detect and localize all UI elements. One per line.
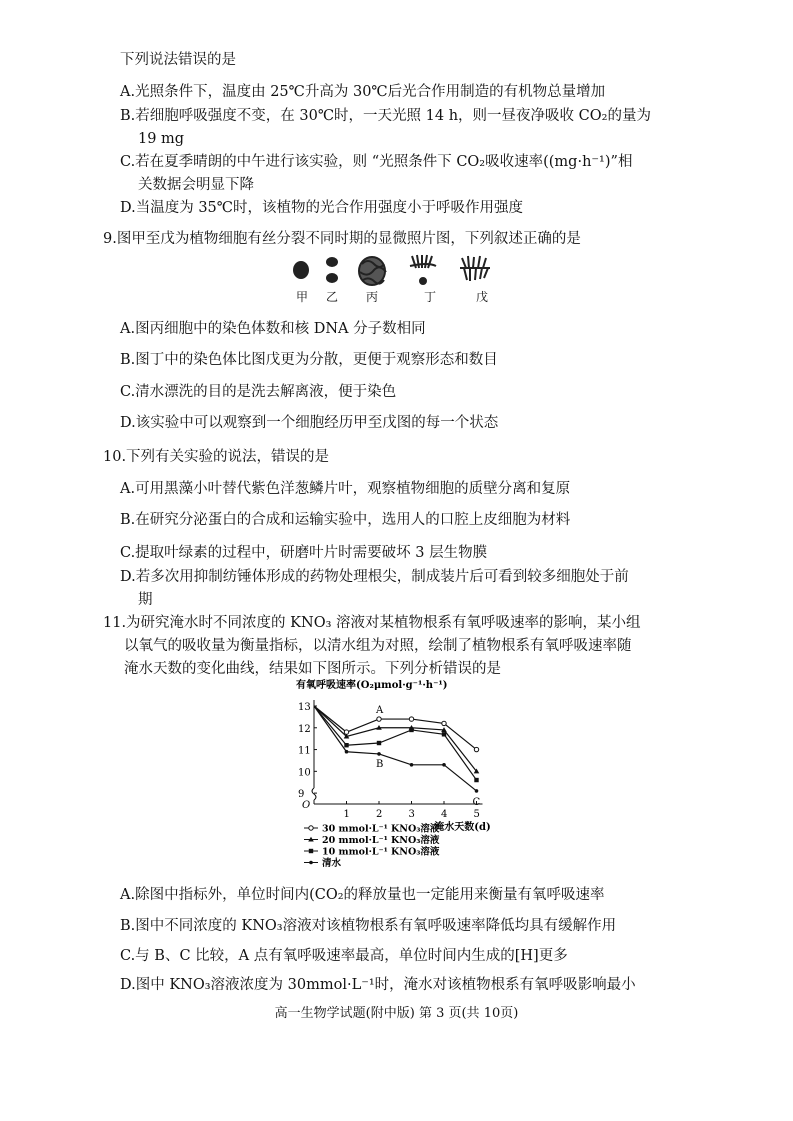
q11-stem-line1: 11.为研究淹水时不同浓度的 KNO₃ 溶液对某植物根系有氧呼吸速率的影响，某小组 bbox=[103, 615, 641, 631]
q8-option-b-cont: 19 mg bbox=[138, 131, 185, 147]
annotation-b: B bbox=[376, 758, 384, 770]
q10-option-c: C.提取叶绿素的过程中，研磨叶片时需要破坏 3 层生物膜 bbox=[120, 545, 488, 561]
x-tick-label: 4 bbox=[441, 809, 448, 820]
data-point bbox=[475, 789, 479, 793]
cell-yi-image bbox=[326, 257, 338, 283]
q8-option-d: D.当温度为 35℃时，该植物的光合作用强度小于呼吸作用强度 bbox=[120, 200, 523, 216]
q9-option-d: D.该实验中可以观察到一个细胞经历甲至戊图的每一个状态 bbox=[120, 415, 499, 431]
q8-option-c-cont: 关数据会明显下降 bbox=[138, 177, 254, 193]
cell-ding-image bbox=[410, 255, 436, 284]
y-tick-label: 9 bbox=[298, 789, 305, 801]
q11-option-d: D.图中 KNO₃溶液浓度为 30mmol·L⁻¹时，淹水对该植物根系有氧呼吸影响最小 bbox=[120, 977, 636, 993]
data-point bbox=[474, 747, 478, 751]
data-point bbox=[474, 778, 478, 782]
q10-option-b: B.在研究分泌蛋白的合成和运输实验中，选用人的口腔上皮细胞为材料 bbox=[120, 512, 571, 528]
data-point bbox=[442, 763, 446, 767]
cell-bing-image bbox=[359, 257, 386, 285]
page-footer: 高一生物学试题(附中版) 第 3 页(共 10页) bbox=[274, 1006, 519, 1021]
data-point bbox=[377, 752, 381, 756]
cell-jia-image bbox=[293, 261, 309, 279]
q8-stem: 下列说法错误的是 bbox=[120, 52, 236, 68]
respiration-chart bbox=[292, 676, 491, 876]
annotation-a: A bbox=[376, 705, 384, 717]
q11-option-a: A.除图中指标外，单位时间内(CO₂的释放量也一定能用来衡量有氧呼吸速率 bbox=[120, 887, 605, 903]
data-point bbox=[442, 732, 446, 736]
label-ding: 丁 bbox=[424, 290, 437, 304]
data-point bbox=[344, 730, 348, 734]
y-tick-label: 10 bbox=[298, 767, 311, 779]
data-point bbox=[442, 721, 446, 725]
micrograph-images bbox=[280, 250, 520, 290]
data-point bbox=[410, 763, 414, 767]
legend-marker bbox=[309, 826, 313, 830]
y-axis-break bbox=[312, 788, 316, 800]
y-tick-label: 13 bbox=[298, 702, 311, 713]
chart-svg bbox=[292, 676, 491, 876]
q10-stem: 10.下列有关实验的说法，错误的是 bbox=[103, 449, 330, 465]
chart-xlabel: 淹水天数(d) bbox=[434, 822, 491, 833]
x-tick-label: 3 bbox=[408, 809, 415, 820]
q8-option-a: A.光照条件下，温度由 25℃升高为 30℃后光合作用制造的有机物总量增加 bbox=[120, 84, 606, 100]
y-tick-label: 11 bbox=[298, 745, 311, 757]
data-point bbox=[377, 741, 381, 745]
annotation-c: C bbox=[472, 796, 481, 808]
label-wu: 戊 bbox=[476, 290, 489, 304]
cell-wu-image bbox=[460, 256, 490, 281]
x-tick-label: 1 bbox=[343, 809, 350, 820]
label-jia: 甲 bbox=[296, 290, 309, 304]
q9-option-a: A.图丙细胞中的染色体数和核 DNA 分子数相同 bbox=[120, 321, 426, 337]
x-tick-label: 5 bbox=[473, 809, 480, 820]
chart-ylabel: 有氧呼吸速率(O₂μmol·g⁻¹·h⁻¹) bbox=[296, 680, 448, 691]
data-point bbox=[409, 717, 413, 721]
legend-label: 20 mmol·L⁻¹ KNO₃溶液 bbox=[322, 835, 440, 846]
legend-marker bbox=[309, 861, 313, 865]
q11-option-b: B.图中不同浓度的 KNO₃溶液对该植物根系有氧呼吸速率降低均具有缓解作用 bbox=[120, 918, 617, 934]
chart-origin-label: O bbox=[302, 800, 311, 811]
legend-label: 10 mmol·L⁻¹ KNO₃溶液 bbox=[322, 846, 440, 858]
mitosis-micrographs bbox=[280, 250, 520, 308]
legend-marker bbox=[309, 849, 313, 853]
q8-option-c: C.若在夏季晴朗的中午进行该实验，则 “光照条件下 CO₂吸收速率((mg·h⁻¹)”相 bbox=[120, 154, 633, 170]
q9-option-c: C.清水漂洗的目的是洗去解离液，便于染色 bbox=[120, 384, 397, 400]
data-point bbox=[377, 717, 381, 721]
q11-stem-line2: 以氧气的吸收量为衡量指标，以清水组为对照，绘制了植物根系有氧呼吸速率随 bbox=[124, 638, 632, 654]
legend-label: 清水 bbox=[322, 858, 342, 869]
q8-option-b: B.若细胞呼吸强度不变，在 30℃时，一天光照 14 h，则一昼夜净吸收 CO₂的量为 bbox=[120, 108, 651, 124]
q11-stem-line3: 淹水天数的变化曲线，结果如下图所示。下列分析错误的是 bbox=[124, 661, 501, 677]
data-point bbox=[344, 743, 348, 747]
series-line-2 bbox=[314, 706, 477, 771]
legend-label: 30 mmol·L⁻¹ KNO₃溶液 bbox=[322, 823, 440, 835]
q10-option-d: D.若多次用抑制纺锤体形成的药物处理根尖，制成装片后可看到较多细胞处于前 bbox=[120, 569, 629, 585]
y-tick-label: 12 bbox=[298, 723, 311, 735]
data-point bbox=[345, 750, 349, 754]
q9-option-b: B.图丁中的染色体比图戊更为分散，更便于观察形态和数目 bbox=[120, 352, 498, 368]
label-bing: 丙 bbox=[366, 290, 379, 304]
q11-option-c: C.与 B、C 比较，A 点有氧呼吸速率最高，单位时间内生成的[H]更多 bbox=[120, 948, 568, 964]
q9-stem: 9.图甲至戊为植物细胞有丝分裂不同时期的显微照片图，下列叙述正确的是 bbox=[103, 231, 581, 247]
q10-option-d-cont: 期 bbox=[138, 592, 153, 608]
x-tick-label: 2 bbox=[376, 809, 383, 820]
label-yi: 乙 bbox=[326, 290, 339, 304]
series-line-3 bbox=[314, 706, 477, 780]
q10-option-a: A.可用黑藻小叶替代紫色洋葱鳞片叶，观察植物细胞的质壁分离和复原 bbox=[120, 481, 571, 497]
data-point bbox=[409, 728, 413, 732]
